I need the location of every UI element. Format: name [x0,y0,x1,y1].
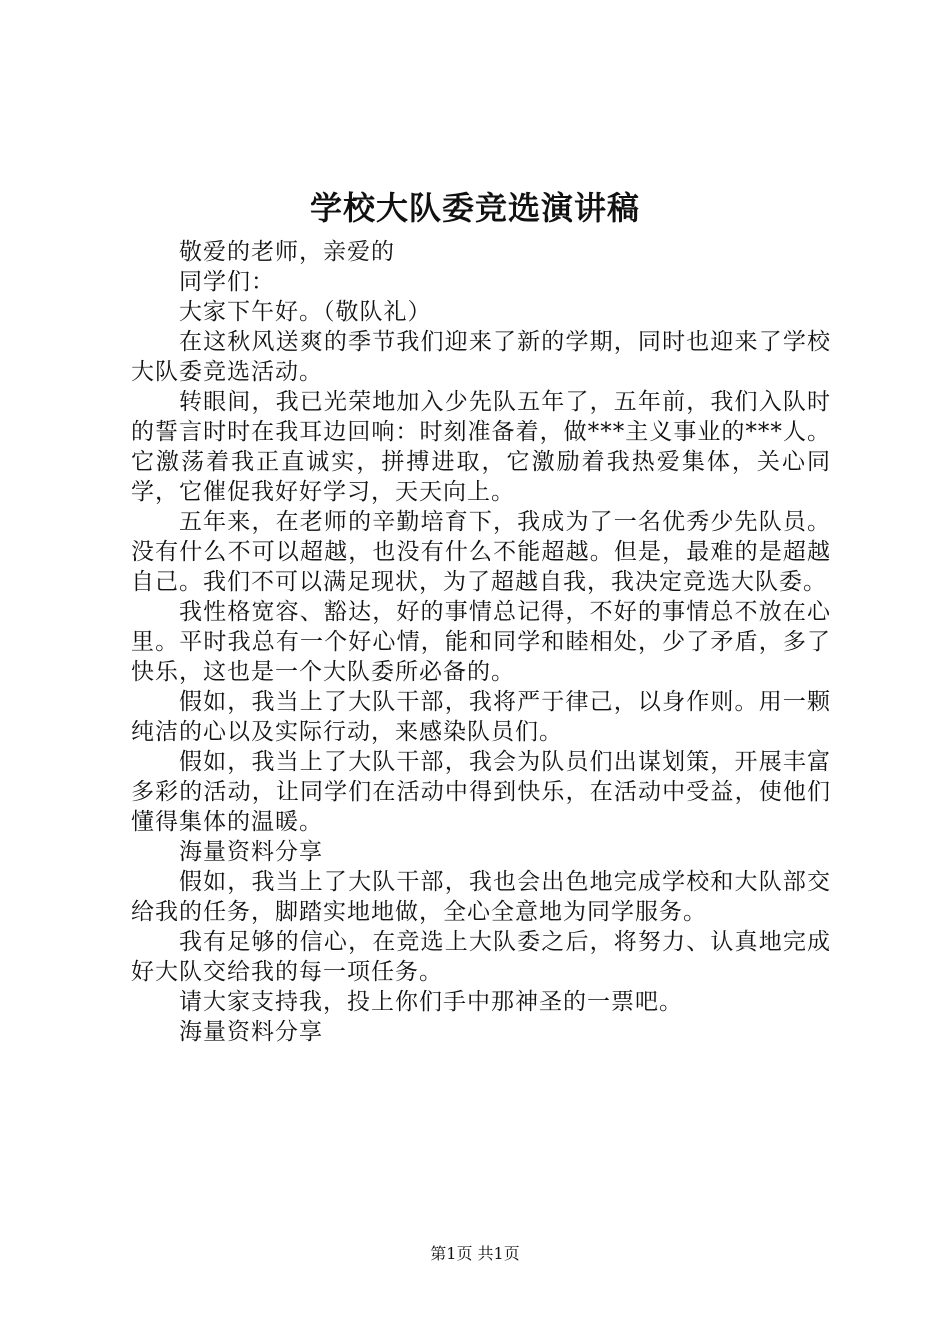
paragraph: 同学们： [179,269,275,295]
paragraph: 我有足够的信心，在竞选上大队委之后，将努力、认真地完成好大队交给我的每一项任务。 [131,929,831,985]
paragraph: 我性格宽容、豁达，好的事情总记得，不好的事情总不放在心里。平时我总有一个好心情，能和同学和睦相处，少了矛盾，多了快乐，这也是一个大队委所必备的。 [131,599,831,685]
paragraph: 假如，我当上了大队干部，我将严于律己，以身作则。用一颗纯洁的心以及实际行动，来感染队员们。 [131,689,831,745]
paragraph: 在这秋风送爽的季节我们迎来了新的学期，同时也迎来了学校大队委竞选活动。 [131,329,831,385]
paragraph: 海量资料分享 [179,839,323,865]
document-title: 学校大队委竞选演讲稿 [309,189,640,227]
page-footer: 第1页 共1页 [430,1244,520,1263]
document-body [131,237,831,1047]
paragraph: 敬爱的老师，亲爱的 [179,239,395,265]
paragraph: 假如，我当上了大队干部，我会为队员们出谋划策，开展丰富多彩的活动，让同学们在活动中得到快乐，在活动中受益，使他们懂得集体的温暖。 [131,749,831,835]
paragraph: 五年来，在老师的辛勤培育下，我成为了一名优秀少先队员。没有什么不可以超越，也没有什么不能超越。但是，最难的是超越自己。我们不可以满足现状，为了超越自我，我决定竞选大队委。 [131,509,831,595]
paragraph: 大家下午好。（敬队礼） [179,299,432,325]
paragraph: 海量资料分享 [179,1019,323,1045]
paragraph: 假如，我当上了大队干部，我也会出色地完成学校和大队部交给我的任务，脚踏实地地做，全心全意地为同学服务。 [131,869,831,925]
paragraph: 转眼间，我已光荣地加入少先队五年了，五年前，我们入队时的誓言时时在我耳边回响：时刻准备着，做***主义事业的***人。它激荡着我正直诚实，拼搏进取，它激励着我热爱集体，关心同学，它催促我好好学习，天天向上。 [131,389,831,505]
paragraph: 请大家支持我，投上你们手中那神圣的一票吧。 [179,989,683,1015]
